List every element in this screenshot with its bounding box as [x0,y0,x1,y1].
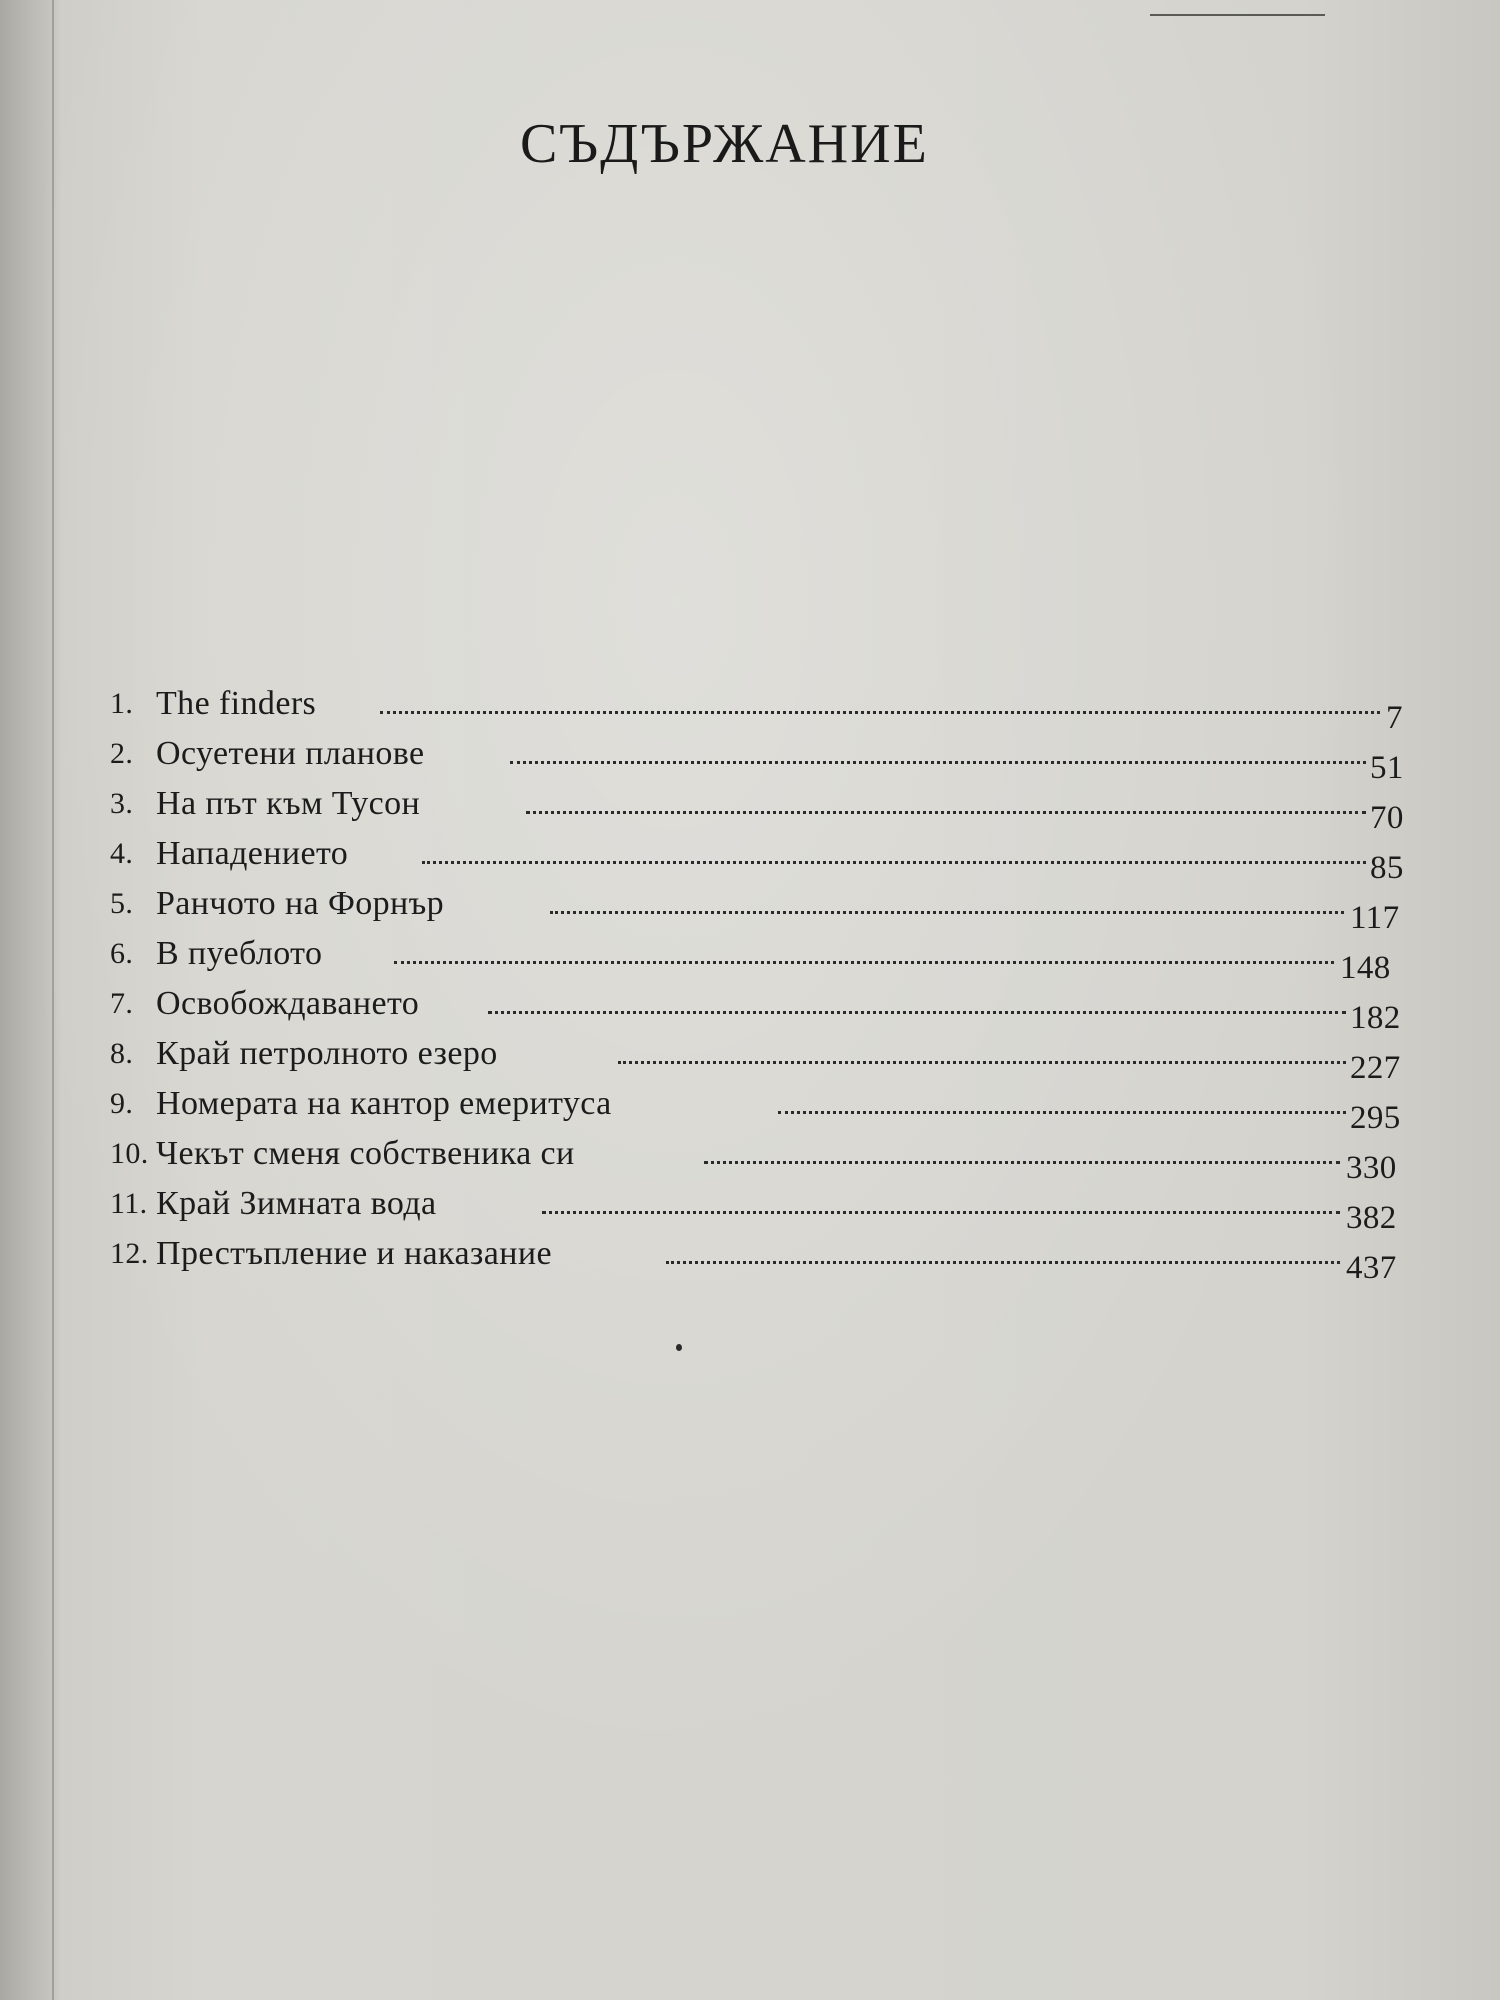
toc-entry [110,1135,1397,1186]
toc-entry [110,835,1404,886]
toc-entry [110,735,1404,786]
toc-entry-page: 330 [1346,1150,1397,1186]
toc-entry-leader [666,1249,1340,1264]
ink-speck [676,1344,682,1351]
toc-entry-page: 85 [1370,850,1404,886]
spine-edge [52,0,54,2000]
toc-entry-label: Край петролното езеро [156,1035,498,1072]
toc-entry [110,785,1404,836]
toc-entry-leader [618,1049,1346,1064]
toc-entry-number: 7. [110,987,134,1020]
toc-entry-page: 437 [1346,1250,1397,1286]
toc-entry-page: 117 [1350,900,1400,936]
toc-entry [110,1235,1397,1286]
toc-entry-number: 1. [110,687,134,720]
toc-entry-number: 10. [110,1137,149,1170]
toc-entry-leader [704,1149,1340,1164]
toc-entry-page: 182 [1350,1000,1401,1036]
toc-entry-leader [526,799,1366,814]
toc-entry-number: 9. [110,1087,134,1120]
toc-entry [110,1035,1401,1086]
toc-entry-label: Осуетени планове [156,735,425,772]
toc-entry-leader [394,949,1334,964]
toc-entry-page: 70 [1370,800,1404,836]
toc-entry-label: Нападението [156,835,349,872]
toc-entry-label: Край Зимната вода [156,1185,437,1222]
toc-entry-leader [422,849,1366,864]
toc-entry-page: 227 [1350,1050,1401,1086]
toc-entry-label: На път към Тусон [156,785,421,822]
toc-entry-label: В пуеблото [156,935,323,972]
toc-entry-page: 7 [1386,700,1403,736]
toc-entry-number: 3. [110,787,134,820]
toc-entry-label: Чекът сменя собственика си [156,1135,575,1172]
toc-entry-number: 8. [110,1037,134,1070]
toc-entry [110,885,1400,936]
toc-entry-page: 295 [1350,1100,1401,1136]
toc-entry-number: 11. [110,1187,148,1220]
toc-entry [110,1085,1401,1136]
toc-title: СЪДЪРЖАНИЕ [520,113,929,175]
toc-entry-label: Престъпление и наказание [156,1235,552,1272]
toc-entry-label: Ранчото на Форнър [156,885,444,922]
toc-entry-leader [542,1199,1340,1214]
toc-entry-page: 51 [1370,750,1404,786]
toc-entry-number: 5. [110,887,134,920]
toc-entry-leader [488,999,1346,1014]
toc-entry-number: 4. [110,837,134,870]
toc-entry [110,935,1391,986]
toc-entry-leader [380,699,1380,714]
toc-entry-page: 148 [1340,950,1391,986]
toc-entry [110,1185,1397,1236]
toc-entry-label: Освобождаването [156,985,420,1022]
toc-entry-number: 2. [110,737,134,770]
toc-entry [110,985,1401,1036]
toc-entry [110,685,1403,736]
toc-entry-number: 6. [110,937,134,970]
toc-entry-page: 382 [1346,1200,1397,1236]
toc-entry-leader [550,899,1344,914]
toc-entry-label: The finders [156,685,317,722]
top-rule [1150,14,1325,16]
toc-entry-number: 12. [110,1237,149,1270]
toc-entry-leader [510,749,1366,764]
toc-list [110,685,1404,1286]
toc-entry-label: Номерата на кантор емеритуса [156,1085,612,1122]
toc-entry-leader [778,1099,1346,1114]
